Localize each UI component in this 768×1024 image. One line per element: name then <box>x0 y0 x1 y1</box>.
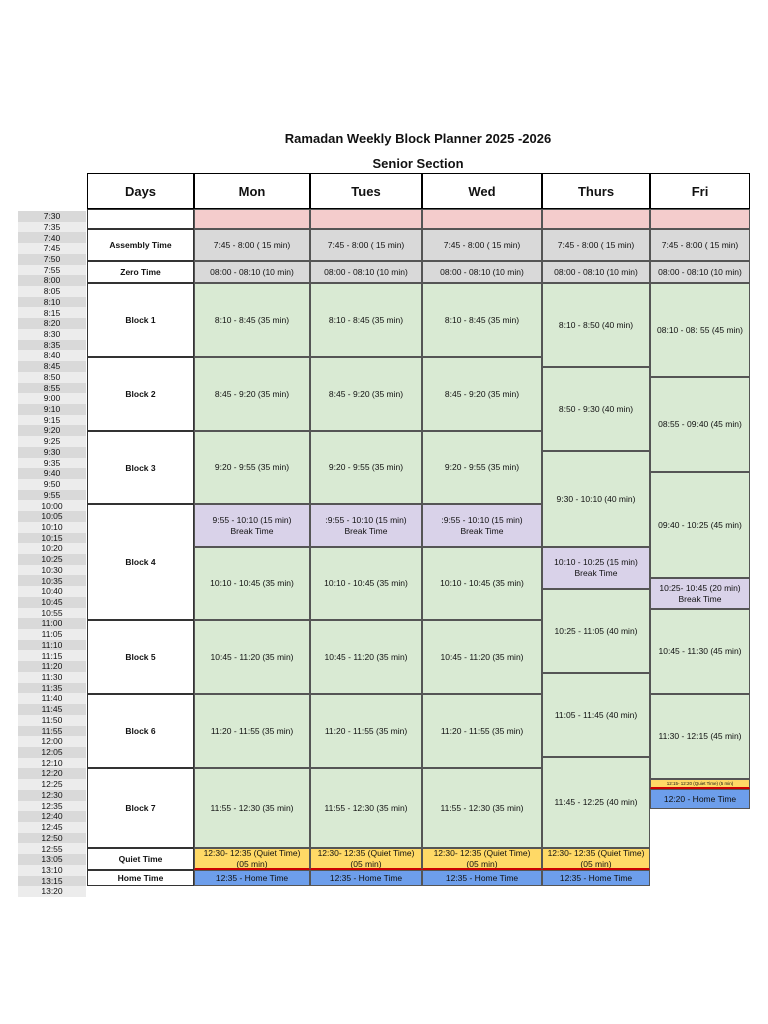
time-label: 9:30 <box>18 447 86 458</box>
break-time-range: 10:25- 10:45 (20 min) <box>659 582 741 593</box>
wed-block1: 8:10 - 8:45 (35 min) <box>422 283 542 357</box>
header-wed: Wed <box>422 173 542 209</box>
time-label: 10:20 <box>18 543 86 554</box>
time-label: 12:45 <box>18 822 86 833</box>
time-label: 12:20 <box>18 768 86 779</box>
thurs-assembly: 7:45 - 8:00 ( 15 min) <box>542 229 650 261</box>
time-label: 10:25 <box>18 554 86 565</box>
fri-assembly: 7:45 - 8:00 ( 15 min) <box>650 229 750 261</box>
time-label: 13:05 <box>18 854 86 865</box>
wed-block6: 11:20 - 11:55 (35 min) <box>422 694 542 768</box>
time-label: 12:35 <box>18 801 86 812</box>
time-label: 11:20 <box>18 661 86 672</box>
time-label: 11:10 <box>18 640 86 651</box>
mon-block3: 9:20 - 9:55 (35 min) <box>194 431 310 504</box>
time-label: 9:35 <box>18 458 86 469</box>
time-label: 8:05 <box>18 286 86 297</box>
top-row-cell <box>542 209 650 229</box>
header-tues: Tues <box>310 173 422 209</box>
mon-block2: 8:45 - 9:20 (35 min) <box>194 357 310 431</box>
time-label: 8:40 <box>18 350 86 361</box>
time-label: 12:40 <box>18 811 86 822</box>
time-label: 8:50 <box>18 372 86 383</box>
time-label: 11:40 <box>18 693 86 704</box>
time-label: 12:50 <box>18 833 86 844</box>
time-label: 10:55 <box>18 608 86 619</box>
time-label: 9:10 <box>18 404 86 415</box>
time-label: 11:50 <box>18 715 86 726</box>
fri-period4: 10:45 - 11:30 (45 min) <box>650 609 750 694</box>
time-label: 11:00 <box>18 618 86 629</box>
mon-block7: 11:55 - 12:30 (35 min) <box>194 768 310 848</box>
tues-break <box>310 504 422 547</box>
thurs-period1: 8:10 - 8:50 (40 min) <box>542 283 650 367</box>
time-label: 12:30 <box>18 790 86 801</box>
header-fri: Fri <box>650 173 750 209</box>
time-label: 7:50 <box>18 254 86 265</box>
thurs-quiet <box>542 848 650 870</box>
fri-period5: 11:30 - 12:15 (45 min) <box>650 694 750 779</box>
tues-quiet <box>310 848 422 870</box>
break-time-range: 9:55 - 10:10 (15 min) <box>212 514 292 525</box>
wed-block4: 10:10 - 10:45 (35 min) <box>422 547 542 620</box>
time-label: 12:10 <box>18 758 86 769</box>
time-label: 11:55 <box>18 726 86 737</box>
row-label-block3: Block 3 <box>87 431 194 504</box>
fri-break <box>650 578 750 609</box>
wed-block2: 8:45 - 9:20 (35 min) <box>422 357 542 431</box>
wed-quiet <box>422 848 542 870</box>
mon-zero: 08:00 - 08:10 (10 min) <box>194 261 310 283</box>
mon-block4: 10:10 - 10:45 (35 min) <box>194 547 310 620</box>
quiet-duration: (05 min) <box>350 858 382 869</box>
tues-home: 12:35 - Home Time <box>310 870 422 886</box>
top-row-cell <box>650 209 750 229</box>
tues-block4: 10:10 - 10:45 (35 min) <box>310 547 422 620</box>
time-label: 12:55 <box>18 843 86 854</box>
fri-period3: 09:40 - 10:25 (45 min) <box>650 472 750 578</box>
row-label-blank <box>87 209 194 229</box>
fri-zero: 08:00 - 08:10 (10 min) <box>650 261 750 283</box>
row-label-zero: Zero Time <box>87 261 194 283</box>
thurs-break <box>542 547 650 589</box>
time-label: 13:20 <box>18 886 86 897</box>
break-label: Break Time <box>460 525 504 536</box>
time-label: 9:25 <box>18 436 86 447</box>
time-label: 9:40 <box>18 468 86 479</box>
time-label: 9:00 <box>18 393 86 404</box>
wed-block3: 9:20 - 9:55 (35 min) <box>422 431 542 504</box>
time-label: 8:55 <box>18 383 86 394</box>
time-label: 7:30 <box>18 211 86 222</box>
header-days: Days <box>87 173 194 209</box>
quiet-duration: (05 min) <box>580 858 612 869</box>
quiet-time-range: 12:30- 12:35 (Quiet Time) <box>203 848 301 858</box>
thurs-period4: 10:25 - 11:05 (40 min) <box>542 589 650 673</box>
mon-assembly: 7:45 - 8:00 ( 15 min) <box>194 229 310 261</box>
header-mon: Mon <box>194 173 310 209</box>
tues-assembly: 7:45 - 8:00 ( 15 min) <box>310 229 422 261</box>
time-label: 8:35 <box>18 340 86 351</box>
mon-break <box>194 504 310 547</box>
row-label-quiet: Quiet Time <box>87 848 194 870</box>
break-label: Break Time <box>230 525 274 536</box>
time-label: 11:35 <box>18 683 86 694</box>
break-time-range: 10:10 - 10:25 (15 min) <box>554 557 638 568</box>
time-label: 8:45 <box>18 361 86 372</box>
tues-zero: 08:00 - 08:10 (10 min) <box>310 261 422 283</box>
time-label: 7:35 <box>18 222 86 233</box>
mon-block6: 11:20 - 11:55 (35 min) <box>194 694 310 768</box>
tues-block5: 10:45 - 11:20 (35 min) <box>310 620 422 694</box>
time-label: 8:00 <box>18 275 86 286</box>
break-time-range: :9:55 - 10:10 (15 min) <box>441 514 523 525</box>
time-label: 12:00 <box>18 736 86 747</box>
time-label: 13:10 <box>18 865 86 876</box>
mon-quiet <box>194 848 310 870</box>
mon-block5: 10:45 - 11:20 (35 min) <box>194 620 310 694</box>
fri-home: 12:20 - Home Time <box>650 789 750 809</box>
mon-home: 12:35 - Home Time <box>194 870 310 886</box>
tues-block6: 11:20 - 11:55 (35 min) <box>310 694 422 768</box>
thurs-period2: 8:50 - 9:30 (40 min) <box>542 367 650 451</box>
time-label: 12:25 <box>18 779 86 790</box>
time-label: 13:15 <box>18 876 86 887</box>
top-row-cell <box>194 209 310 229</box>
time-label: 8:30 <box>18 329 86 340</box>
time-label: 8:15 <box>18 307 86 318</box>
time-label: 9:20 <box>18 425 86 436</box>
time-label: 9:55 <box>18 490 86 501</box>
time-label: 11:05 <box>18 629 86 640</box>
top-row-cell <box>422 209 542 229</box>
time-label: 10:30 <box>18 565 86 576</box>
wed-zero: 08:00 - 08:10 (10 min) <box>422 261 542 283</box>
wed-assembly: 7:45 - 8:00 ( 15 min) <box>422 229 542 261</box>
time-label: 10:35 <box>18 575 86 586</box>
top-row-cell <box>310 209 422 229</box>
tues-block7: 11:55 - 12:30 (35 min) <box>310 768 422 848</box>
break-time-range: :9:55 - 10:10 (15 min) <box>325 514 407 525</box>
row-label-home: Home Time <box>87 870 194 886</box>
thurs-period6: 11:45 - 12:25 (40 min) <box>542 757 650 848</box>
time-label: 8:20 <box>18 318 86 329</box>
time-label: 11:45 <box>18 704 86 715</box>
break-label: Break Time <box>574 568 618 578</box>
time-label: 10:15 <box>18 533 86 544</box>
wed-block7: 11:55 - 12:30 (35 min) <box>422 768 542 848</box>
quiet-time-range: 12:30- 12:35 (Quiet Time) <box>547 848 645 858</box>
tues-block1: 8:10 - 8:45 (35 min) <box>310 283 422 357</box>
thurs-period5: 11:05 - 11:45 (40 min) <box>542 673 650 757</box>
time-label: 7:55 <box>18 265 86 276</box>
time-label: 11:30 <box>18 672 86 683</box>
tues-block2: 8:45 - 9:20 (35 min) <box>310 357 422 431</box>
time-label: 7:40 <box>18 232 86 243</box>
time-label: 10:00 <box>18 500 86 511</box>
time-label: 10:05 <box>18 511 86 522</box>
fri-quiet: 12:15- 12:20 (Quiet Time) (5 min) <box>650 779 750 789</box>
tues-block3: 9:20 - 9:55 (35 min) <box>310 431 422 504</box>
thurs-zero: 08:00 - 08:10 (10 min) <box>542 261 650 283</box>
fri-period1: 08:10 - 08: 55 (45 min) <box>650 283 750 377</box>
quiet-duration: (05 min) <box>466 858 498 869</box>
thurs-period3: 9:30 - 10:10 (40 min) <box>542 451 650 547</box>
mon-block1: 8:10 - 8:45 (35 min) <box>194 283 310 357</box>
wed-home: 12:35 - Home Time <box>422 870 542 886</box>
header-thurs: Thurs <box>542 173 650 209</box>
page-title: Ramadan Weekly Block Planner 2025 -2026 <box>284 131 552 146</box>
row-label-block1: Block 1 <box>87 283 194 357</box>
wed-block5: 10:45 - 11:20 (35 min) <box>422 620 542 694</box>
row-label-block7: Block 7 <box>87 768 194 848</box>
page-subtitle: Senior Section <box>372 156 464 171</box>
time-label: 10:10 <box>18 522 86 533</box>
quiet-duration: (05 min) <box>236 858 268 869</box>
time-label: 10:45 <box>18 597 86 608</box>
time-label: 11:15 <box>18 650 86 661</box>
quiet-time-range: 12:30- 12:35 (Quiet Time) <box>433 848 531 858</box>
wed-break <box>422 504 542 547</box>
fri-period2: 08:55 - 09:40 (45 min) <box>650 377 750 472</box>
row-label-block6: Block 6 <box>87 694 194 768</box>
row-label-block5: Block 5 <box>87 620 194 694</box>
break-label: Break Time <box>344 525 388 536</box>
row-label-block2: Block 2 <box>87 357 194 431</box>
time-label: 10:40 <box>18 586 86 597</box>
time-label: 7:45 <box>18 243 86 254</box>
row-label-block4: Block 4 <box>87 504 194 620</box>
row-label-assembly: Assembly Time <box>87 229 194 261</box>
thurs-home: 12:35 - Home Time <box>542 870 650 886</box>
time-label: 8:10 <box>18 297 86 308</box>
time-label: 9:50 <box>18 479 86 490</box>
quiet-time-range: 12:30- 12:35 (Quiet Time) <box>317 848 415 858</box>
time-label: 9:15 <box>18 415 86 426</box>
time-label: 12:05 <box>18 747 86 758</box>
break-label: Break Time <box>678 593 722 604</box>
